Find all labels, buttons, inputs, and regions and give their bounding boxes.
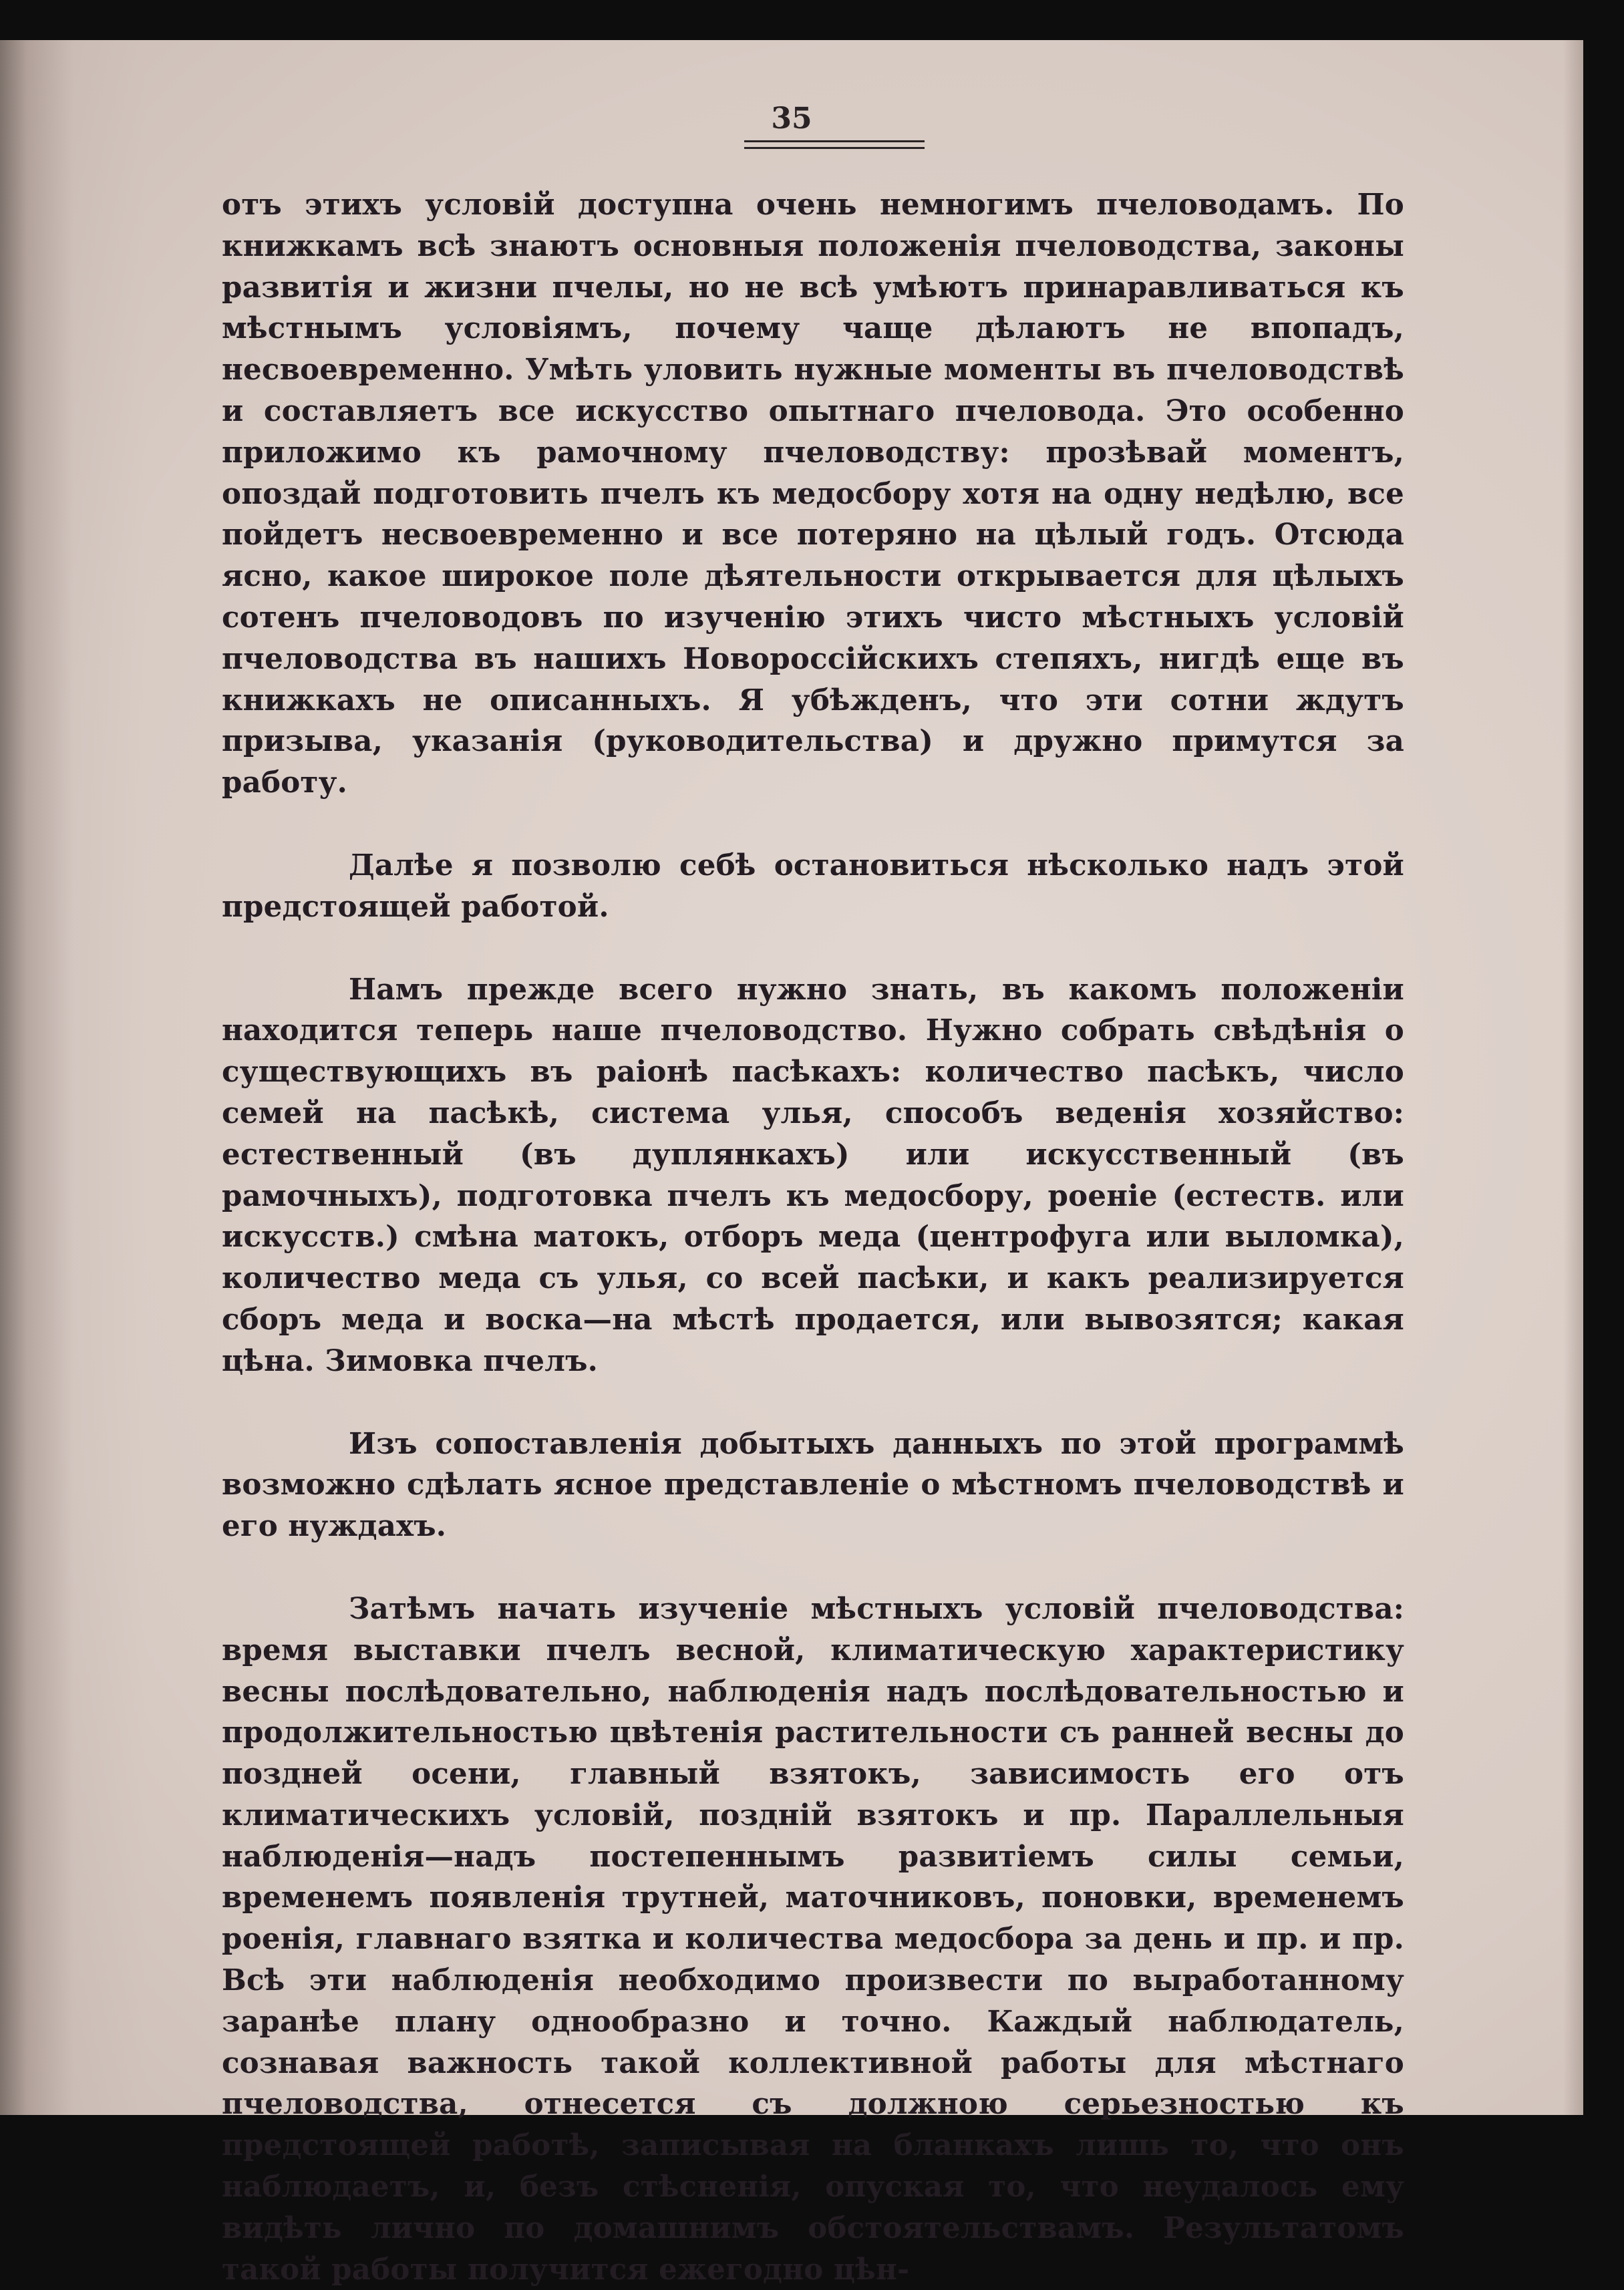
book-page [0, 40, 1583, 2287]
paragraph-5: Затѣмъ начать изученіе мѣстныхъ условій пчеловодства: время выставки пчелъ весной, климатическую характеристику весны послѣдовательно, наблюденія надъ послѣдовательностью и продолжительностью цвѣтенія растительности съ ранней весны до поздней осени, главный взятокъ, зависимость его отъ климатическихъ условій, поздній взятокъ и пр. Параллельныя наблюденія—надъ постепеннымъ развитіемъ силы семьи, временемъ появленія трутней, маточниковъ, поновки, временемъ роенія, главнаго взятка и количества медосбора за день и пр. и пр. Всѣ эти наблюденія необходимо произвести по выработанному заранѣе плану однообразно и точно. Каждый наблюдатель, сознавая важность такой коллективной работы для мѣстнаго пчеловодства, отнесется съ должною серьезностью къ предстоящей работѣ, записывая на бланкахъ лишь то, что онъ наблюдаетъ, и, безъ стѣсненія, опуская то, что неудалось ему видѣть лично по домашнимъ обстоятельствамъ. Результатомъ такой работы получится ежегодно цѣн- [222, 1591, 1404, 2287]
body-text [222, 184, 1404, 2290]
header-rule-top [744, 140, 925, 142]
paragraph-2: Далѣе я позволю себѣ остановиться нѣсколько надъ этой предстоящей работой. [222, 848, 1404, 924]
page-header [0, 104, 1583, 139]
paragraph-4: Изъ сопоставленія добытыхъ данныхъ по этой программѣ возможно сдѣлать ясное представленіе о мѣстномъ пчеловодствѣ и его нуждахъ. [222, 1426, 1404, 1544]
page-number: 35 [771, 102, 812, 136]
paragraph-1: отъ этихъ условій доступна очень немногимъ пчеловодамъ. По книжкамъ всѣ знаютъ основныя положенія пчеловодства, законы развитія и жизни пчелы, но не всѣ умѣютъ принаравливаться къ мѣстнымъ условіямъ, почему чаще дѣлаютъ не впопадъ, несвоевременно. Умѣть уловить нужные моменты въ пчеловодствѣ и составляетъ все искусство опытнаго пчеловода. Это особенно приложимо къ рамочному пчеловодству: прозѣвай моментъ, опоздай подготовить пчелъ къ медосбору хотя на одну недѣлю, все пойдетъ несвоевременно и все потеряно на цѣлый годъ. Отсюда ясно, какое широкое поле дѣятельности открывается для цѣлыхъ сотенъ пчеловодовъ по изученію этихъ чисто мѣстныхъ условій пчеловодства въ нашихъ Новороссійскихъ степяхъ, нигдѣ еще въ книжкахъ не описанныхъ. Я убѣжденъ, что эти сотни ждутъ призыва, указанія (руководительства) и дружно примутся за работу. [222, 188, 1404, 800]
paragraph-3: Намъ прежде всего нужно знать, въ какомъ положеніи находится теперь наше пчеловодство. Нужно собрать свѣдѣнія о существующихъ въ раіонѣ пасѣкахъ: количество пасѣкъ, число семей на пасѣкѣ, система улья, способъ веденія хозяйство: естественный (въ дуплянкахъ) или искусственный (въ рамочныхъ), подготовка пчелъ къ медосбору, роеніе (естеств. или искусств.) смѣна матокъ, отборъ меда (центрофуга или выломка), количество меда съ улья, со всей пасѣки, и какъ реализируется сборъ меда и воска—на мѣстѣ продается, или вывозятся; какая цѣна. Зимовка пчелъ. [222, 972, 1404, 1378]
header-rule-bottom [744, 147, 925, 149]
